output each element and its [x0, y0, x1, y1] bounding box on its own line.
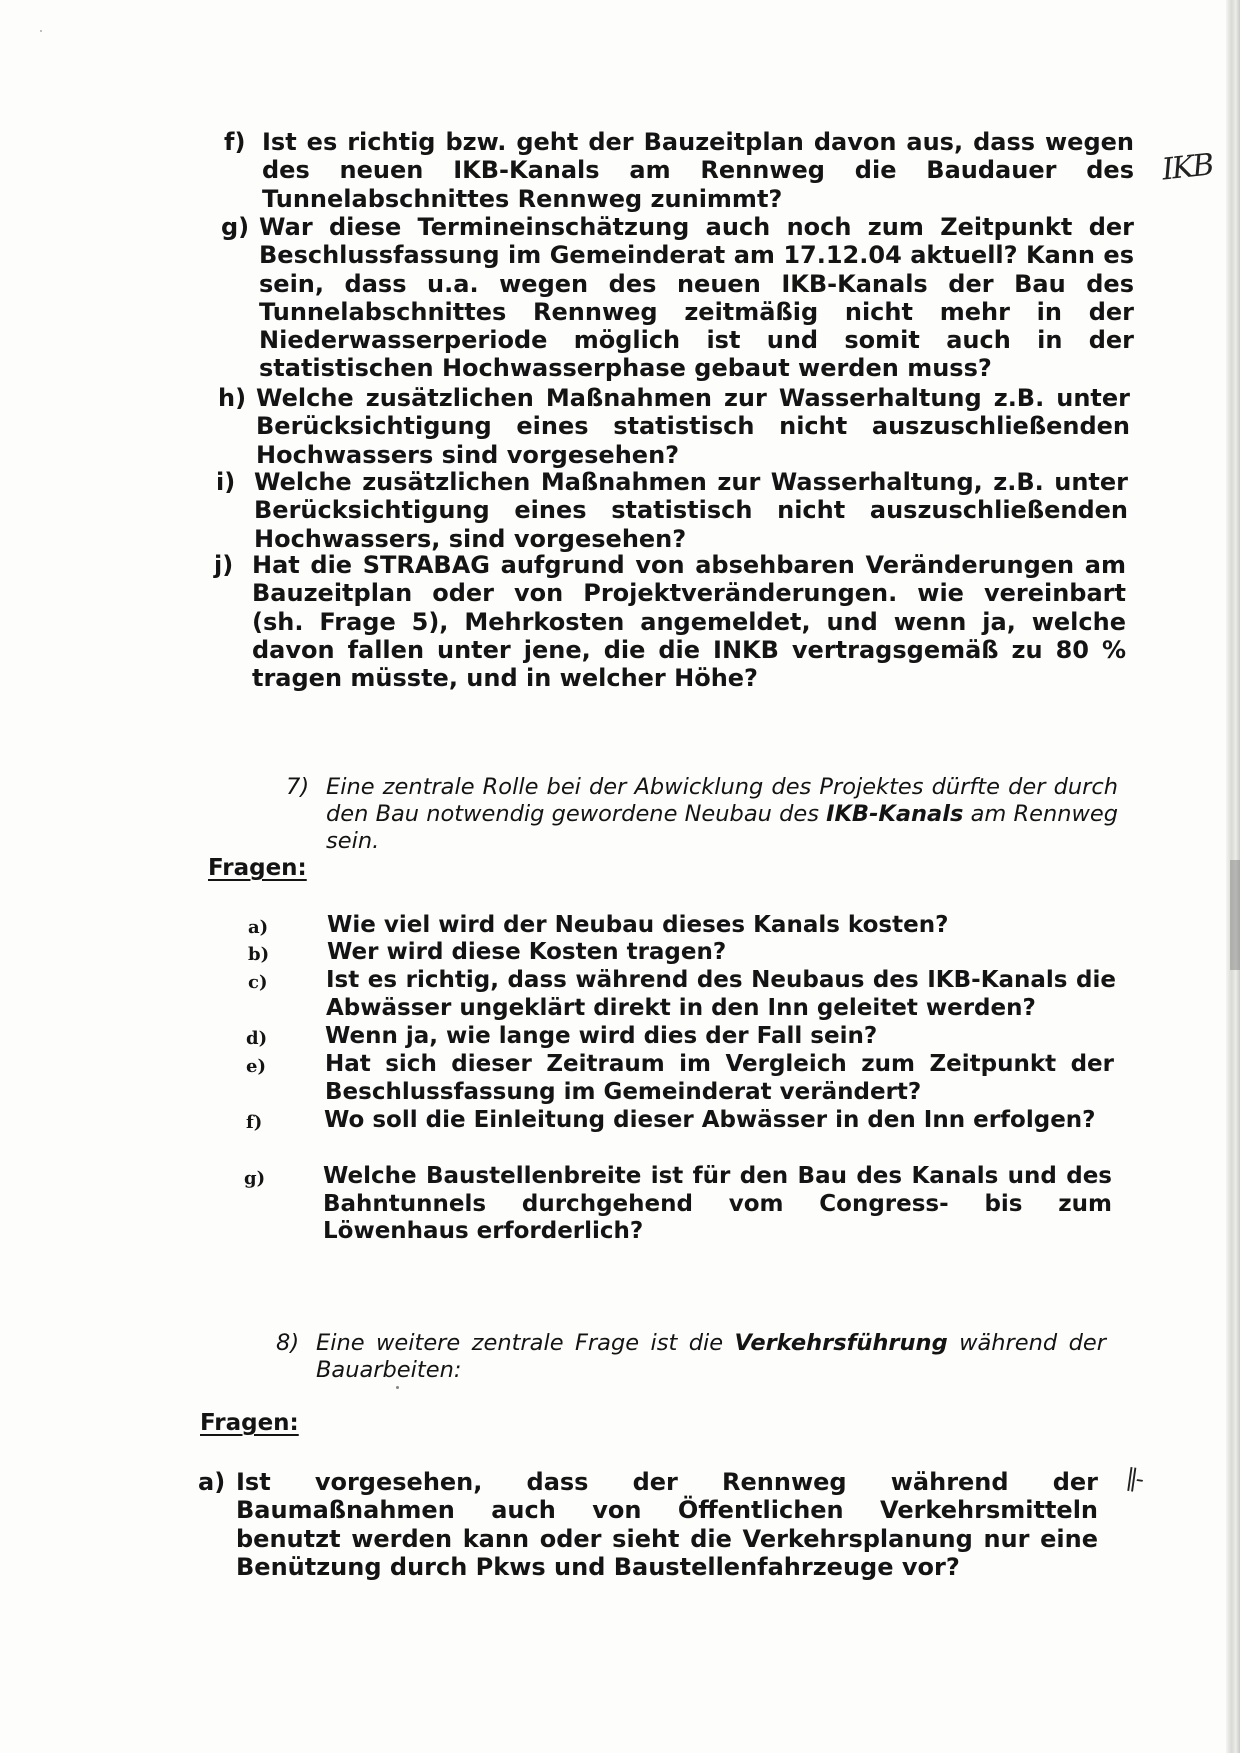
question-item	[198, 1468, 1098, 1583]
section-intro-text	[326, 774, 1118, 855]
fragen-heading: Fragen:	[200, 1410, 299, 1436]
question-label: e)	[246, 1056, 266, 1077]
question-text: Welche zusätzlichen Maßnahmen zur Wasserhaltung, z.B. unter Berücksichtigung eines statistisch nicht auszuschließenden Hochwassers, sind vorgesehen?	[254, 468, 1128, 553]
question-label: d)	[246, 1028, 268, 1049]
intro-text-end: am Rennweg sein.	[326, 801, 1118, 854]
intro-text-bold: IKB-Kanals	[826, 801, 964, 827]
question-text: Ist es richtig, dass während des Neubaus des IKB-Kanals die Abwässer ungeklärt direkt in den Inn geleitet werden?	[326, 967, 1116, 1021]
question-text: Wer wird diese Kosten tragen?	[327, 939, 727, 965]
question-item	[248, 912, 1116, 940]
question-label: g)	[244, 1168, 266, 1189]
question-label: h)	[218, 384, 247, 412]
question-item	[246, 1107, 1114, 1163]
question-item	[244, 1163, 1112, 1247]
question-item	[246, 1051, 1114, 1107]
section-number: 8)	[276, 1330, 300, 1356]
question-text: Hat sich dieser Zeitraum im Vergleich zum Zeitpunkt der Beschlussfassung im Gemeinderat verändert?	[325, 1051, 1114, 1105]
question-label: f)	[246, 1112, 263, 1133]
intro-text-bold: Verkehrsführung	[734, 1330, 948, 1356]
question-text: Ist es richtig bzw. geht der Bauzeitplan davon aus, dass wegen des neuen IKB-Kanals am Rennweg die Baudauer des Tunnelabschnittes Rennweg zunimmt?	[262, 128, 1134, 213]
question-text: Wie viel wird der Neubau dieses Kanals kosten?	[327, 912, 949, 938]
question-label: a)	[248, 917, 269, 938]
question-item	[248, 967, 1116, 1023]
question-item	[221, 213, 1134, 383]
question-item	[246, 1023, 1114, 1051]
question-text: Wenn ja, wie lange wird dies der Fall sein?	[325, 1023, 878, 1049]
section-intro-text	[316, 1330, 1106, 1384]
question-item	[216, 468, 1128, 553]
question-text: Hat die STRABAG aufgrund von absehbaren Veränderungen am Bauzeitplan oder von Projektveränderungen. wie vereinbart (sh. Frage 5), Mehrkosten angemeldet, und wenn ja, welche davon fallen unter jene, die die INKB vertragsgemäß zu 80 % tragen müsste, und in welcher Höhe?	[252, 551, 1126, 693]
question-item	[214, 551, 1126, 696]
section8-intro	[276, 1330, 1106, 1388]
question-item	[224, 128, 1134, 218]
question-text: Welche zusätzlichen Maßnahmen zur Wasserhaltung z.B. unter Berücksichtigung eines statistisch nicht auszuschließenden Hochwassers sind vorgesehen?	[256, 384, 1130, 469]
question-item	[248, 939, 1116, 967]
question-label: f)	[224, 128, 246, 156]
question-text: Ist vorgesehen, dass der Rennweg während der Baumaßnahmen auch von Öffentlichen Verkehrsmitteln benutzt werden kann oder sieht die Verkehrsplanung nur eine Benützung durch Pkws und Baustellenfahrzeuge vor?	[236, 1468, 1098, 1581]
section7-intro	[286, 774, 1118, 859]
question-label: b)	[248, 944, 270, 965]
intro-text-end: während der Bauarbeiten:	[316, 1330, 1106, 1383]
intro-text-start: Eine weitere zentrale Frage ist die	[316, 1330, 724, 1356]
intro-text-start: Eine zentrale Rolle bei der Abwicklung des Projektes dürfte der durch den Bau notwendig gewordene Neubau des	[326, 774, 1118, 827]
section-number: 7)	[286, 774, 310, 800]
question-label: g)	[221, 213, 250, 241]
question-label: j)	[214, 551, 234, 579]
question-item	[218, 384, 1130, 469]
handwritten-margin-note: IKB	[1160, 147, 1215, 188]
scan-speck	[40, 30, 42, 32]
scan-edge-shadow	[1226, 0, 1240, 1753]
question-label: a)	[198, 1468, 226, 1496]
fragen-heading: Fragen:	[208, 855, 307, 881]
question-text: Welche Baustellenbreite ist für den Bau des Kanals und des Bahntunnels durchgehend vom Congress- bis zum Löwenhaus erforderlich?	[323, 1163, 1112, 1244]
question-text: Wo soll die Einleitung dieser Abwässer in den Inn erfolgen?	[324, 1107, 1096, 1133]
question-text: War diese Termineinschätzung auch noch zum Zeitpunkt der Beschlussfassung im Gemeinderat am 17.12.04 aktuell? Kann es sein, dass u.a. wegen des neuen IKB-Kanals der Bau des Tunnelabschnittes Rennweg zeitmäßig nicht mehr in der Niederwasserperiode möglich ist und somit auch in der statistischen Hochwasserphase gebaut werden muss?	[259, 213, 1134, 383]
handwritten-margin-mark: ‖-	[1124, 1463, 1144, 1493]
question-label: c)	[248, 972, 268, 993]
question-label: i)	[216, 468, 236, 496]
